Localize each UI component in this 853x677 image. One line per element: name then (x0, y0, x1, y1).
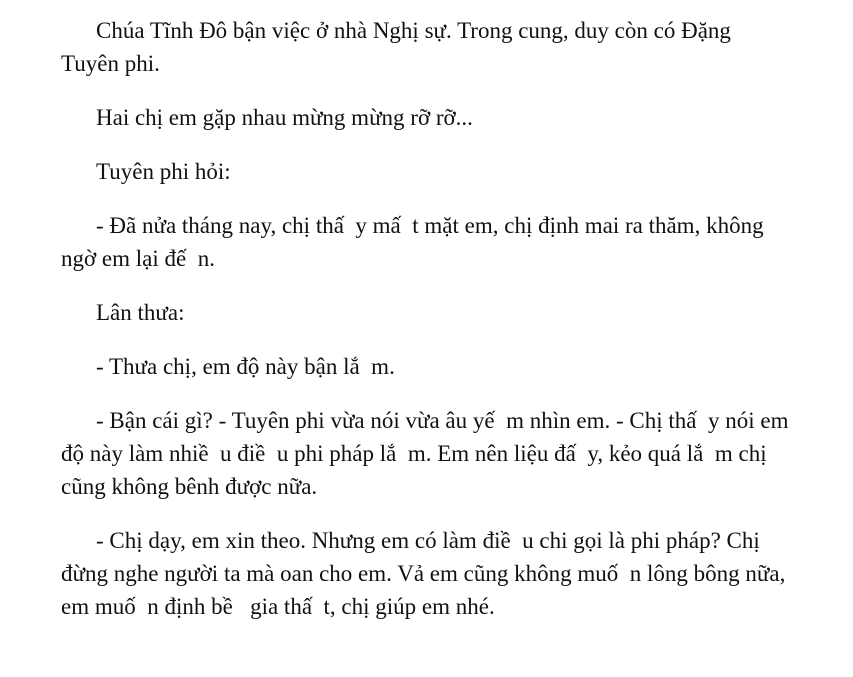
document-page (61, 14, 795, 623)
paragraph-4: - Đã nửa tháng nay, chị thấ y mấ t mặt em, chị định mai ra thăm, không ngờ em lại đế n. (61, 213, 770, 271)
paragraph-2: Hai chị em gặp nhau mừng mừng rỡ rỡ... (96, 105, 473, 130)
paragraph-7: - Bận cái gì? - Tuyên phi vừa nói vừa âu yế m nhìn em. - Chị thấ y nói em độ này làm nhiề u điề u phi pháp lắ m. Em nên liệu đấ y, kẻo quá lắ m chị cũng không bênh được nữa. (61, 408, 795, 499)
paragraph-6: - Thưa chị, em độ này bận lắ m. (96, 354, 395, 379)
paragraph-3: Tuyên phi hỏi: (96, 159, 231, 184)
paragraph-5: Lân thưa: (96, 300, 185, 325)
paragraph-1: Chúa Tĩnh Đô bận việc ở nhà Nghị sự. Trong cung, duy còn có Đặng Tuyên phi. (61, 18, 737, 76)
paragraph-8: - Chị dạy, em xin theo. Nhưng em có làm điề u chi gọi là phi pháp? Chị đừng nghe người ta mà oan cho em. Vả em cũng không muố n lông bông nữa, em muố n định bề gia thấ t, chị giúp em nhé. (61, 528, 792, 619)
